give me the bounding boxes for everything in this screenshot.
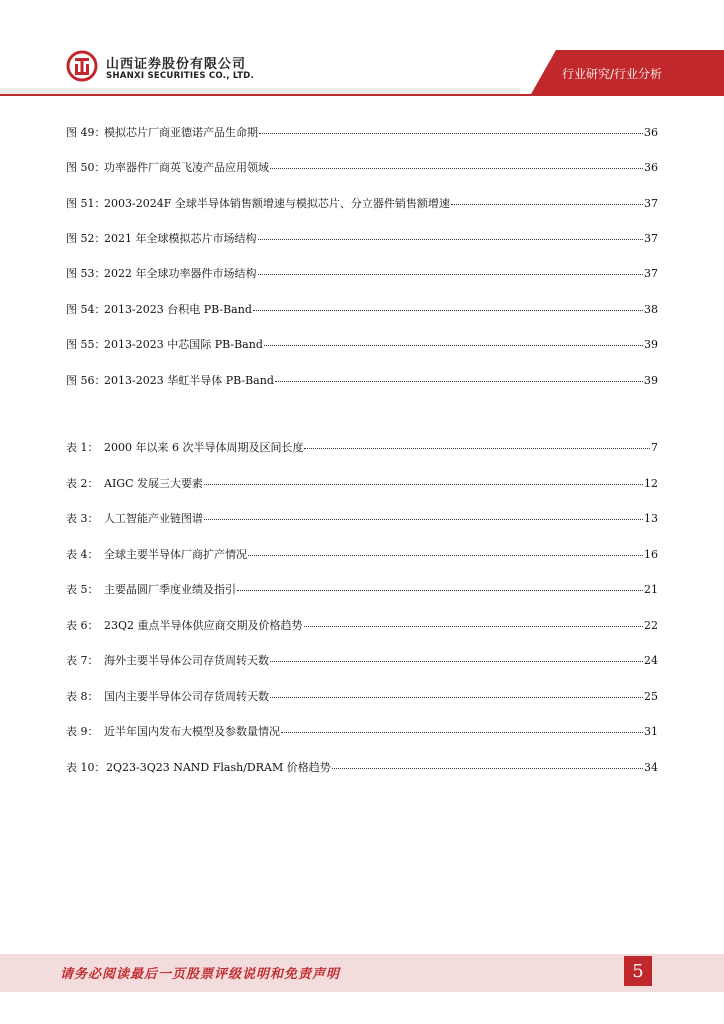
leader-dots: [253, 297, 643, 311]
entry-page: 37: [644, 267, 658, 280]
entry-page: 37: [644, 232, 658, 245]
toc-entry-table[interactable]: [66, 579, 658, 595]
toc-entry-figure[interactable]: [66, 228, 658, 244]
entry-page: 12: [644, 477, 658, 490]
toc-entry-table[interactable]: [66, 650, 658, 666]
entry-title: 2Q23-3Q23 NAND Flash/DRAM 价格趋势: [106, 761, 331, 774]
entry-title: 2021 年全球模拟芯片市场结构: [104, 232, 257, 245]
entry-title: 海外主要半导体公司存货周转天数: [104, 654, 269, 667]
toc-entry-table[interactable]: [66, 544, 658, 560]
leader-dots: [451, 191, 643, 205]
entry-label: 表 4：: [66, 548, 99, 561]
entry-page: 39: [644, 338, 658, 351]
entry-page: 36: [644, 161, 658, 174]
leader-dots: [270, 684, 643, 698]
toc-entry-figure[interactable]: [66, 122, 658, 138]
entry-label: 表 8：: [66, 690, 99, 703]
leader-dots: [332, 755, 643, 769]
entry-label: 表 7：: [66, 654, 99, 667]
leader-dots: [264, 332, 643, 346]
toc-entry-figure[interactable]: [66, 193, 658, 209]
entry-page: 36: [644, 126, 658, 139]
leader-dots: [281, 719, 643, 733]
entry-page: 25: [644, 690, 658, 703]
entry-title: 主要晶圆厂季度业绩及指引: [104, 583, 236, 596]
entry-label: 表 9：: [66, 725, 99, 738]
page-number: 5: [624, 956, 652, 986]
toc-entry-table[interactable]: [66, 686, 658, 702]
leader-dots: [204, 506, 643, 520]
entry-page: 37: [644, 197, 658, 210]
entry-title: AIGC 发展三大要素: [104, 477, 203, 490]
entry-title: 模拟芯片厂商亚德诺产品生命期: [104, 126, 258, 139]
disclaimer-notice: 请务必阅读最后一页股票评级说明和免责声明: [60, 967, 341, 982]
toc-entry-table[interactable]: [66, 437, 658, 453]
entry-label: 图 50：: [66, 161, 106, 174]
entry-page: 22: [644, 619, 658, 632]
entry-label: 表 6：: [66, 619, 99, 632]
leader-dots: [304, 435, 650, 449]
entry-title: 2022 年全球功率器件市场结构: [104, 267, 257, 280]
entry-page: 7: [651, 441, 658, 454]
entry-title: 2013-2023 中芯国际 PB-Band: [104, 338, 263, 351]
entry-title: 2013-2023 台积电 PB-Band: [104, 303, 252, 316]
leader-dots: [204, 471, 643, 485]
toc-entry-table[interactable]: [66, 721, 658, 737]
leader-dots: [270, 648, 643, 662]
toc-entry-table[interactable]: [66, 757, 658, 773]
entry-label: 图 52：: [66, 232, 106, 245]
toc-entry-figure[interactable]: [66, 334, 658, 350]
entry-title: 2003-2024F 全球半导体销售额增速与模拟芯片、分立器件销售额增速: [104, 197, 450, 210]
toc-entry-table[interactable]: [66, 508, 658, 524]
entry-page: 21: [644, 583, 658, 596]
entry-label: 表 1：: [66, 441, 99, 454]
company-name-en: SHANXI SECURITIES CO., LTD.: [106, 71, 254, 81]
entry-label: 图 56：: [66, 374, 106, 387]
leader-dots: [270, 155, 643, 169]
leader-dots: [258, 261, 644, 275]
entry-title: 全球主要半导体厂商扩产情况: [104, 548, 247, 561]
toc-entry-table[interactable]: [66, 473, 658, 489]
entry-label: 图 49：: [66, 126, 106, 139]
leader-dots: [259, 120, 643, 134]
company-logo-icon: [66, 50, 98, 82]
page-header: [0, 0, 724, 96]
leader-dots: [304, 613, 643, 627]
company-name-cn: 山西证券股份有限公司: [106, 57, 247, 72]
entry-label: 表 3：: [66, 512, 99, 525]
entry-label: 图 53：: [66, 267, 106, 280]
entry-label: 表 5：: [66, 583, 99, 596]
entry-label: 表 2：: [66, 477, 99, 490]
entry-label: 表 10：: [66, 761, 106, 774]
leader-dots: [237, 577, 643, 591]
leader-dots: [258, 226, 644, 240]
entry-page: 24: [644, 654, 658, 667]
entry-page: 13: [644, 512, 658, 525]
entry-title: 23Q2 重点半导体供应商交期及价格趋势: [104, 619, 303, 632]
entry-label: 图 51：: [66, 197, 106, 210]
leader-dots: [275, 368, 643, 382]
entry-title: 功率器件厂商英飞凌产品应用领域: [104, 161, 269, 174]
toc-entry-figure[interactable]: [66, 263, 658, 279]
toc-entry-figure[interactable]: [66, 299, 658, 315]
toc-entry-figure[interactable]: [66, 370, 658, 386]
entry-page: 31: [644, 725, 658, 738]
toc-entry-table[interactable]: [66, 615, 658, 631]
entry-page: 38: [644, 303, 658, 316]
leader-dots: [248, 542, 643, 556]
entry-title: 人工智能产业链图谱: [104, 512, 203, 525]
entry-label: 图 54：: [66, 303, 106, 316]
entry-title: 2013-2023 华虹半导体 PB-Band: [104, 374, 274, 387]
report-category: 行业研究/行业分析: [561, 67, 662, 81]
entry-title: 近半年国内发布大模型及参数量情况: [104, 725, 280, 738]
entry-page: 39: [644, 374, 658, 387]
toc-entry-figure[interactable]: [66, 157, 658, 173]
entry-page: 34: [644, 761, 658, 774]
entry-title: 2000 年以来 6 次半导体周期及区间长度: [104, 441, 304, 454]
entry-page: 16: [644, 548, 658, 561]
entry-label: 图 55：: [66, 338, 106, 351]
entry-title: 国内主要半导体公司存货周转天数: [104, 690, 269, 703]
